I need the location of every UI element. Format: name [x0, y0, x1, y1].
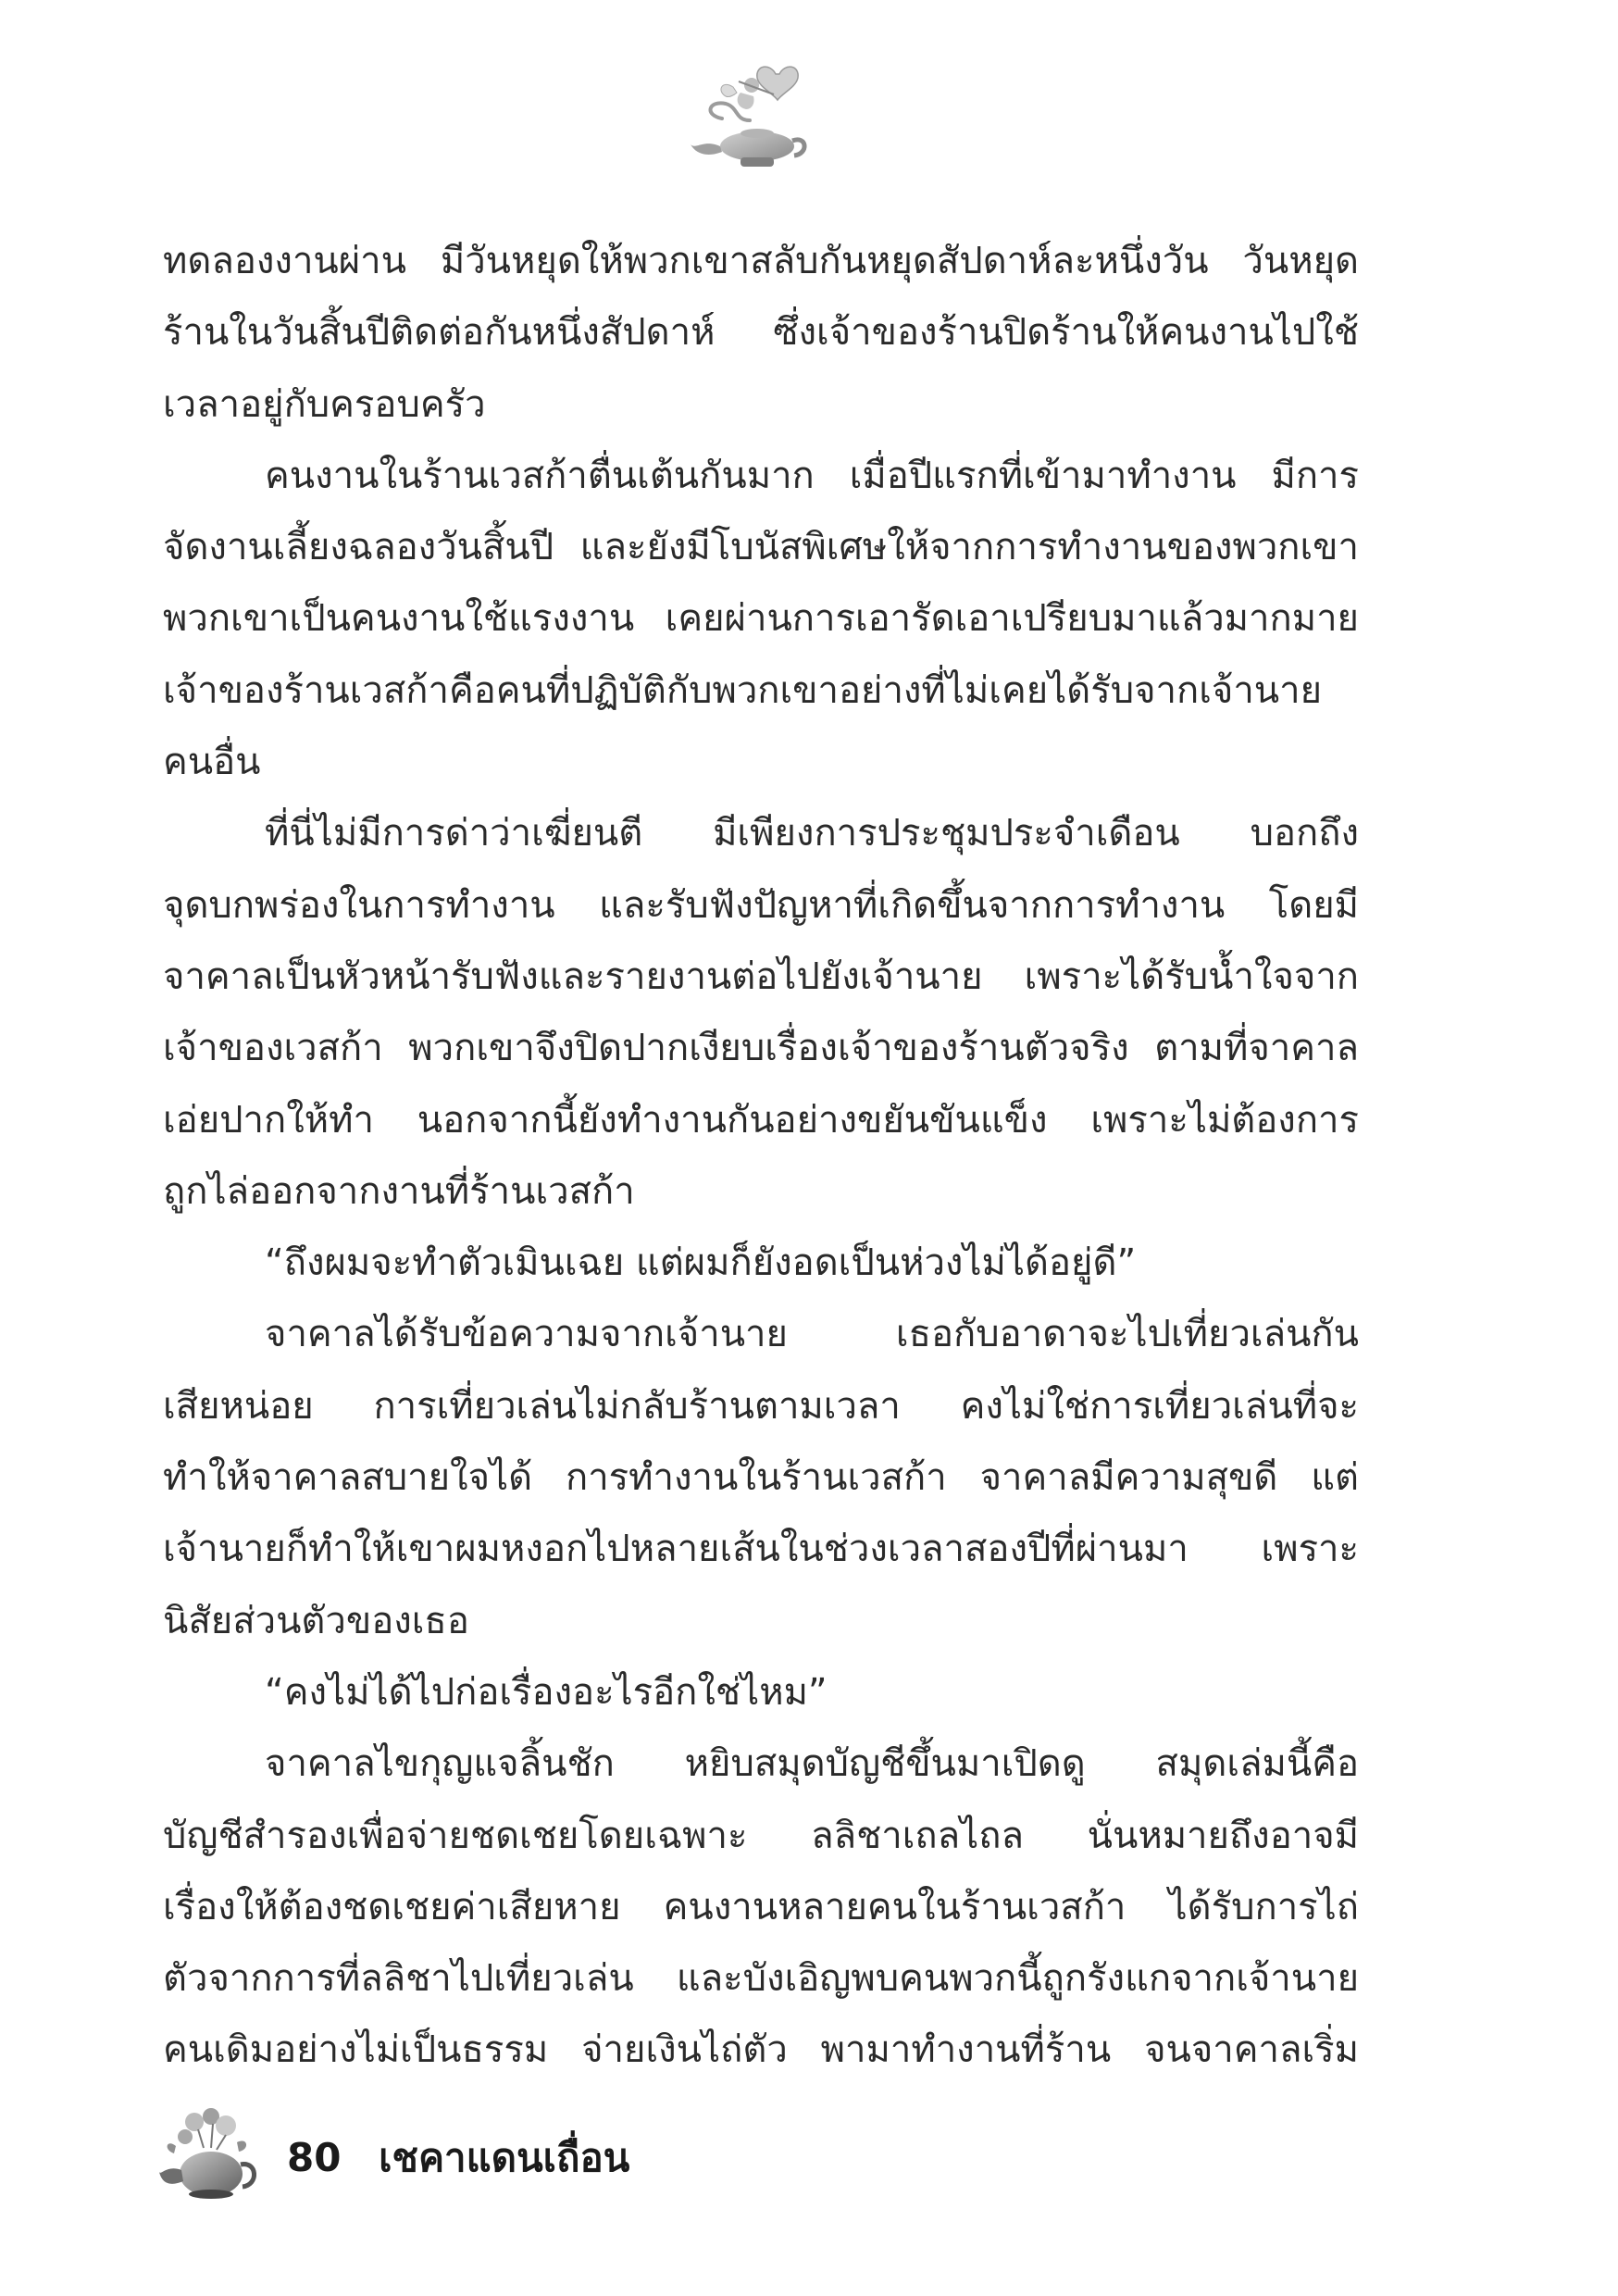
text-line: เจ้าของเวสก้า พวกเขาจึงปิดปากเงียบเรื่องเจ้าของร้านตัวจริง ตามที่จาคาล [163, 1027, 1359, 1070]
teapot-flowers-icon [157, 2102, 268, 2203]
text-line: จาคาลไขกุญแจลิ้นชัก หยิบสมุดบัญชีขึ้นมาเปิดดู สมุดเล่มนี้คือ [265, 1742, 1359, 1786]
book-title: เชคาแดนเถื่อน [379, 2135, 630, 2180]
text-line: เรื่องให้ต้องชดเชยค่าเสียหาย คนงานหลายคนในร้านเวสก้า ได้รับการไถ่ [163, 1885, 1359, 1928]
text-line: เจ้าของร้านเวสก้าคือคนที่ปฏิบัติกับพวกเขาอย่างที่ไม่เคยได้รับจากเจ้านาย [163, 668, 1323, 712]
text-line: ทำให้จาคาลสบายใจได้ การทำงานในร้านเวสก้า จาคาลมีความสุขดี แต่ [163, 1456, 1359, 1500]
body-text [163, 226, 1359, 2087]
footer-text [287, 2128, 629, 2189]
text-line: คนอื่น [163, 741, 261, 784]
text-line: ที่นี่ไม่มีการด่าว่าเฆี่ยนตี มีเพียงการประชุมประจำเดือน บอกถึง [265, 812, 1359, 855]
text-line: นิสัยส่วนตัวของเธอ [163, 1599, 469, 1642]
text-line: ตัวจากการที่ลลิชาไปเที่ยวเล่น และบังเอิญพบคนพวกนี้ถูกรังแกจากเจ้านาย [163, 1957, 1359, 2001]
page-number: 80 [287, 2135, 342, 2180]
text-line: “คงไม่ได้ไปก่อเรื่องอะไรอีกใช่ไหม” [265, 1670, 828, 1714]
text-line: ทดลองงานผ่าน มีวันหยุดให้พวกเขาสลับกันหยุดสัปดาห์ละหนึ่งวัน วันหยุด [163, 240, 1359, 282]
text-line: คนงานในร้านเวสก้าตื่นเต้นกันมาก เมื่อปีแรกที่เข้ามาทำงาน มีการ [265, 454, 1359, 497]
text-line: เอ่ยปากให้ทำ นอกจากนี้ยังทำงานกันอย่างขยันขันแข็ง เพราะไม่ต้องการ [163, 1098, 1359, 1142]
text-line: “ถึงผมจะทำตัวเมินเฉย แต่ผมก็ยังอดเป็นห่วงไม่ได้อยู่ดี” [265, 1242, 1137, 1285]
page-footer [157, 2102, 990, 2203]
text-line: พวกเขาเป็นคนงานใช้แรงงาน เคยผ่านการเอารัดเอาเปรียบมาแล้วมากมาย [163, 597, 1359, 641]
text-line: จุดบกพร่องในการทำงาน และรับฟังปัญหาที่เกิดขึ้นจากการทำงาน โดยมี [163, 883, 1359, 927]
text-line: จาคาลเป็นหัวหน้ารับฟังและรายงานต่อไปยังเจ้านาย เพราะได้รับน้ำใจจาก [163, 955, 1359, 998]
text-line: เวลาอยู่กับครอบครัว [163, 382, 486, 426]
text-line: จัดงานเลี้ยงฉลองวันสิ้นปี และยังมีโบนัสพิเศษให้จากการทำงานของพวกเขา [163, 526, 1359, 569]
text-line: ร้านในวันสิ้นปีติดต่อกันหนึ่งสัปดาห์ ซึ่งเจ้าของร้านปิดร้านให้คนงานไปใช้ [163, 311, 1359, 355]
text-line: บัญชีสำรองเพื่อจ่ายชดเชยโดยเฉพาะ ลลิชาเถลไถล นั่นหมายถึงอาจมี [163, 1814, 1359, 1857]
text-line: จาคาลได้รับข้อความจากเจ้านาย เธอกับอาดาจะไปเที่ยวเล่นกัน [265, 1313, 1359, 1356]
text-line: เสียหน่อย การเที่ยวเล่นไม่กลับร้านตามเวลา คงไม่ใช่การเที่ยวเล่นที่จะ [163, 1384, 1359, 1428]
teapot-ornament-icon [685, 54, 824, 183]
text-line: ถูกไล่ออกจากงานที่ร้านเวสก้า [163, 1169, 635, 1213]
text-line: คนเดิมอย่างไม่เป็นธรรม จ่ายเงินไถ่ตัว พามาทำงานที่ร้าน จนจาคาลเริ่ม [163, 2028, 1359, 2072]
text-line: เจ้านายก็ทำให้เขาผมหงอกไปหลายเส้นในช่วงเวลาสองปีที่ผ่านมา เพราะ [163, 1528, 1359, 1571]
